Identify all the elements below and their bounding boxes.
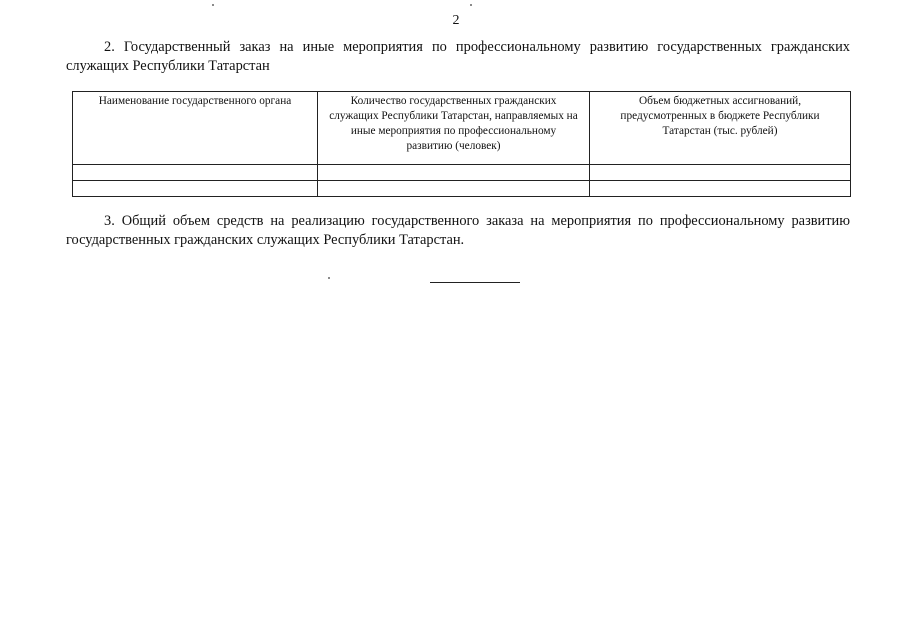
table-row (73, 165, 851, 181)
section-3-line-2: государственных гражданских служащих Республики Татарстан. (66, 232, 465, 248)
professional-development-table (72, 91, 851, 197)
header-agency-name: Наименование государственного органа (73, 92, 318, 165)
section-3-paragraph (66, 212, 850, 250)
table-row (73, 181, 851, 197)
end-divider-line (430, 282, 520, 283)
section-2-paragraph (66, 38, 850, 76)
scan-speck (328, 277, 330, 279)
table-header-row (73, 92, 851, 165)
header-budget-allocation: Объем бюджетных ассигнований, предусмотренных в бюджете Республики Татарстан (тыс. рублей) (590, 92, 851, 165)
section-2-line-1: 2. Государственный заказ на иные мероприятия по профессиональному развитию государственных гражданских (104, 39, 850, 55)
page-number: 2 (452, 13, 460, 28)
table-cell (318, 165, 590, 181)
section-3-line-1: 3. Общий объем средств на реализацию государственного заказа на мероприятия по профессиональному развитию (104, 213, 850, 229)
table-cell (590, 181, 851, 197)
table-cell (73, 165, 318, 181)
table-cell (73, 181, 318, 197)
table-cell (590, 165, 851, 181)
scan-speck (470, 4, 472, 6)
table-cell (318, 181, 590, 197)
section-2-line-2: служащих Республики Татарстан (66, 58, 270, 74)
header-employee-count: Количество государственных гражданских служащих Республики Татарстан, направляемых на иные мероприятия по профессиональному развитию (человек) (318, 92, 590, 165)
scan-speck (212, 4, 214, 6)
